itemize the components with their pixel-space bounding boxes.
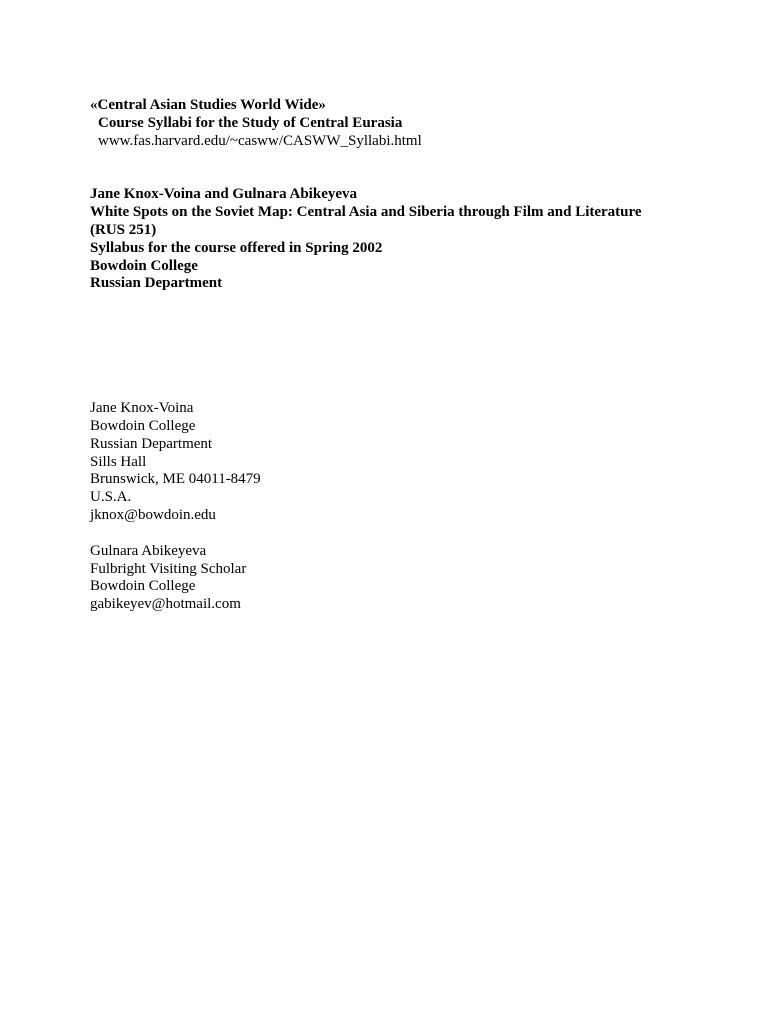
- contact-name: Jane Knox-Voina: [90, 400, 194, 417]
- contact-city: Brunswick, ME 04011-8479: [90, 471, 261, 488]
- series-title: «Central Asian Studies World Wide»: [90, 97, 326, 113]
- course-institution: Bowdoin College: [90, 257, 198, 274]
- course-info: [90, 186, 730, 293]
- contact-institution: Bowdoin College: [90, 578, 196, 595]
- contact-card-abikeyeva: [90, 543, 730, 614]
- course-authors: Jane Knox-Voina and Gulnara Abikeyeva: [90, 186, 358, 203]
- contact-email[interactable]: gabikeyev@hotmail.com: [90, 596, 241, 613]
- contact-department: Russian Department: [90, 435, 213, 452]
- contact-role: Fulbright Visiting Scholar: [90, 560, 247, 577]
- contact-name: Gulnara Abikeyeva: [90, 542, 207, 559]
- course-code: (RUS 251): [90, 221, 157, 238]
- course-department: Russian Department: [90, 275, 223, 292]
- contact-card-knox-voina: [90, 400, 730, 525]
- series-url[interactable]: www.fas.harvard.edu/~casww/CASWW_Syllabi.html: [98, 132, 422, 149]
- course-title: White Spots on the Soviet Map: Central Asia and Siberia through Film and Literature: [90, 204, 642, 221]
- series-subtitle: Course Syllabi for the Study of Central Eurasia: [98, 114, 403, 131]
- contact-email[interactable]: jknox@bowdoin.edu: [90, 506, 216, 523]
- document-content: [90, 97, 730, 614]
- contact-building: Sills Hall: [90, 453, 147, 470]
- contact-country: U.S.A.: [90, 489, 132, 506]
- contact-institution: Bowdoin College: [90, 417, 196, 434]
- series-header: [90, 97, 730, 150]
- course-offering: Syllabus for the course offered in Spring 2002: [90, 239, 383, 256]
